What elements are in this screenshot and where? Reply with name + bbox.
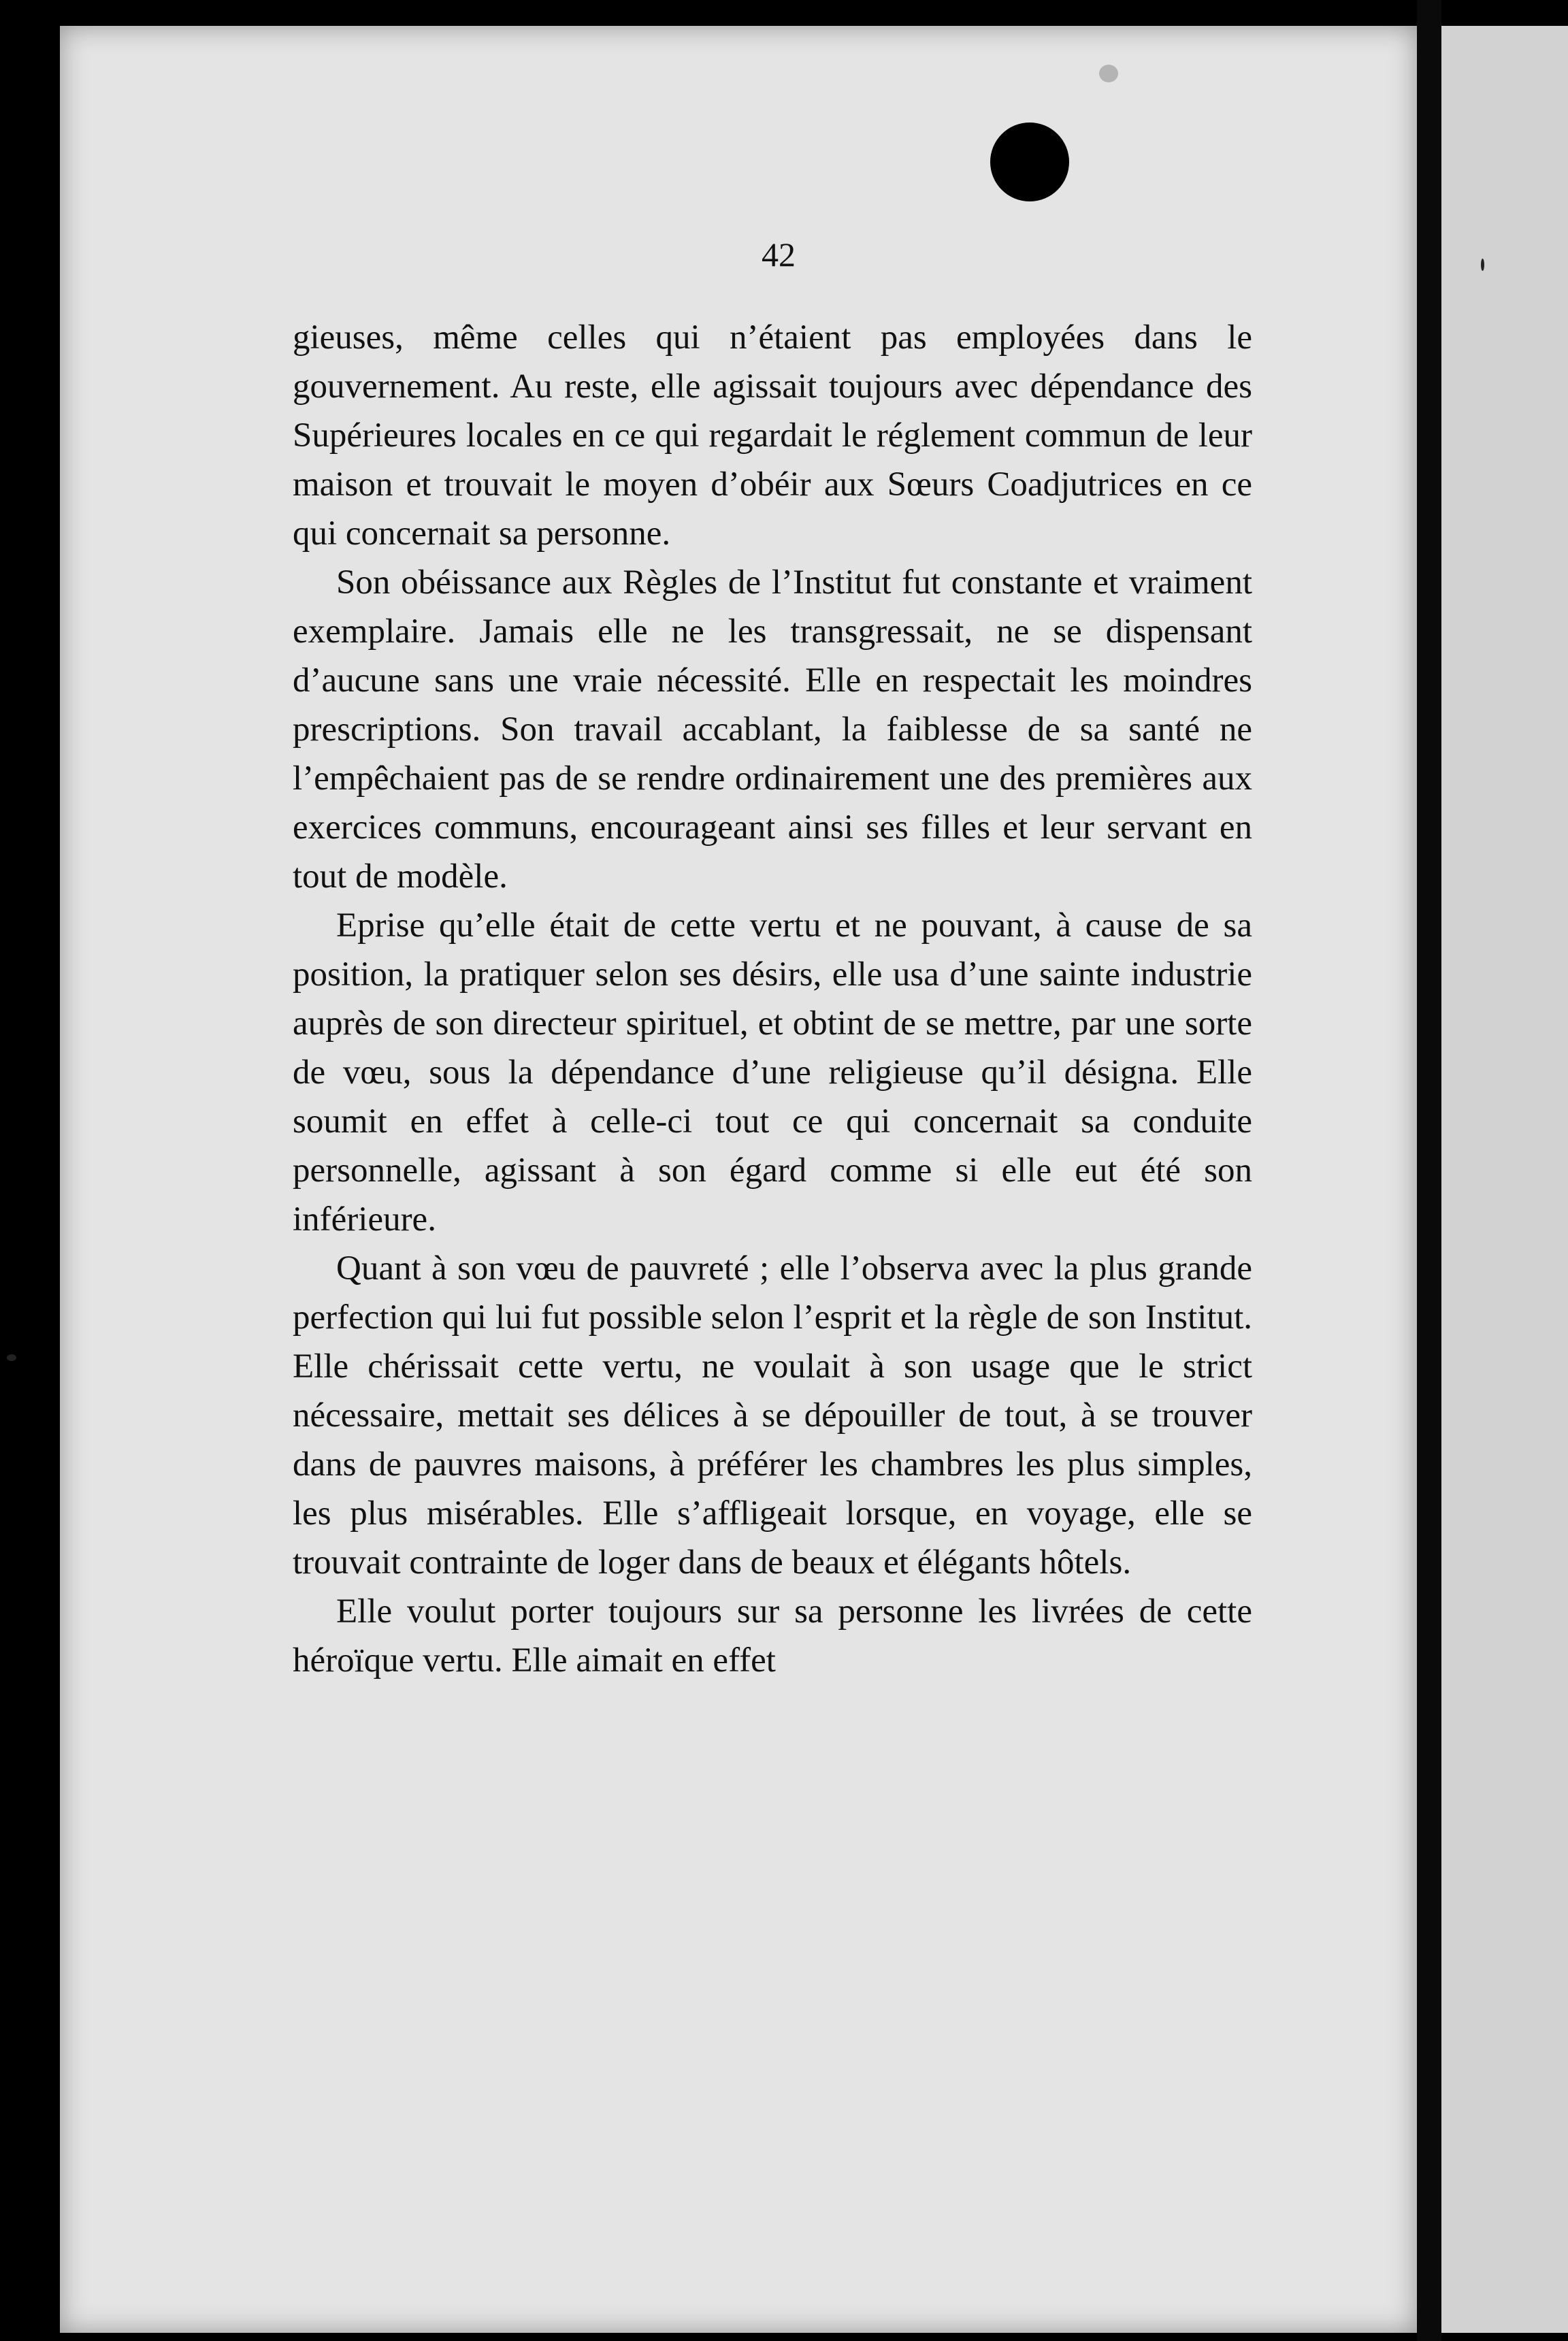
paragraph-3: Eprise qu’elle était de cette vertu et ne pouvant, à cause de sa position, la pratiquer selon ses désirs, elle usa d’une sainte industrie auprès de son directeur spirituel, et obtint de se mettre, par une sorte de vœu, sous la dépendance d’une religieuse qu’il désigna. Elle soumit en effet à celle-ci tout ce qui concernait sa conduite personnelle, agissant à son égard comme si elle eut été son inférieure. [293,906,1252,1239]
scan-speck [1099,65,1118,82]
paragraph-4: Quant à son vœu de pauvreté ; elle l’observa avec la plus grande perfection qui lui fut possible selon l’esprit et la règle de son Institut. Elle chérissait cette vertu, ne voulait à son usage que le strict nécessaire, mettait ses délices à se dépouiller de tout, à se trouver dans de pauvres maisons, à préférer les chambres les plus simples, les plus misérables. Elle s’affligeait lorsque, en voyage, elle se trouvait contrainte de loger dans de beaux et élégants hôtels. [293,1249,1252,1582]
adjacent-page-edge [1441,26,1568,2333]
scan-speck [1481,259,1484,271]
scan-speck [7,1354,16,1361]
paragraph-5: Elle voulut porter toujours sur sa personne les livrées de cette héroïque vertu. Elle aimait en effet [293,1592,1252,1680]
paragraph-1: gieuses, même celles qui n’étaient pas employées dans le gouvernement. Au reste, elle agissait toujours avec dépendance des Supérieures locales en ce qui regardait le réglement commun de leur maison et trouvait le moyen d’obéir aux Sœurs Coadjutrices en ce qui concernait sa personne. [293,318,1252,553]
page-number: 42 [762,235,796,274]
paragraph-2: Son obéissance aux Règles de l’Institut fut constante et vraiment exemplaire. Jamais elle ne les transgressait, ne se dispensant d’aucune sans une vraie nécessité. Elle en respectait les moindres prescriptions. Son travail accablant, la faiblesse de sa santé ne l’empêchaient pas de se rendre ordinairement une des premières aux exercices communs, encourageant ainsi ses filles et leur servant en tout de modèle. [293,563,1252,896]
punch-hole [990,122,1069,201]
page-body-text [293,313,1252,1685]
page-gutter [1417,0,1441,2341]
